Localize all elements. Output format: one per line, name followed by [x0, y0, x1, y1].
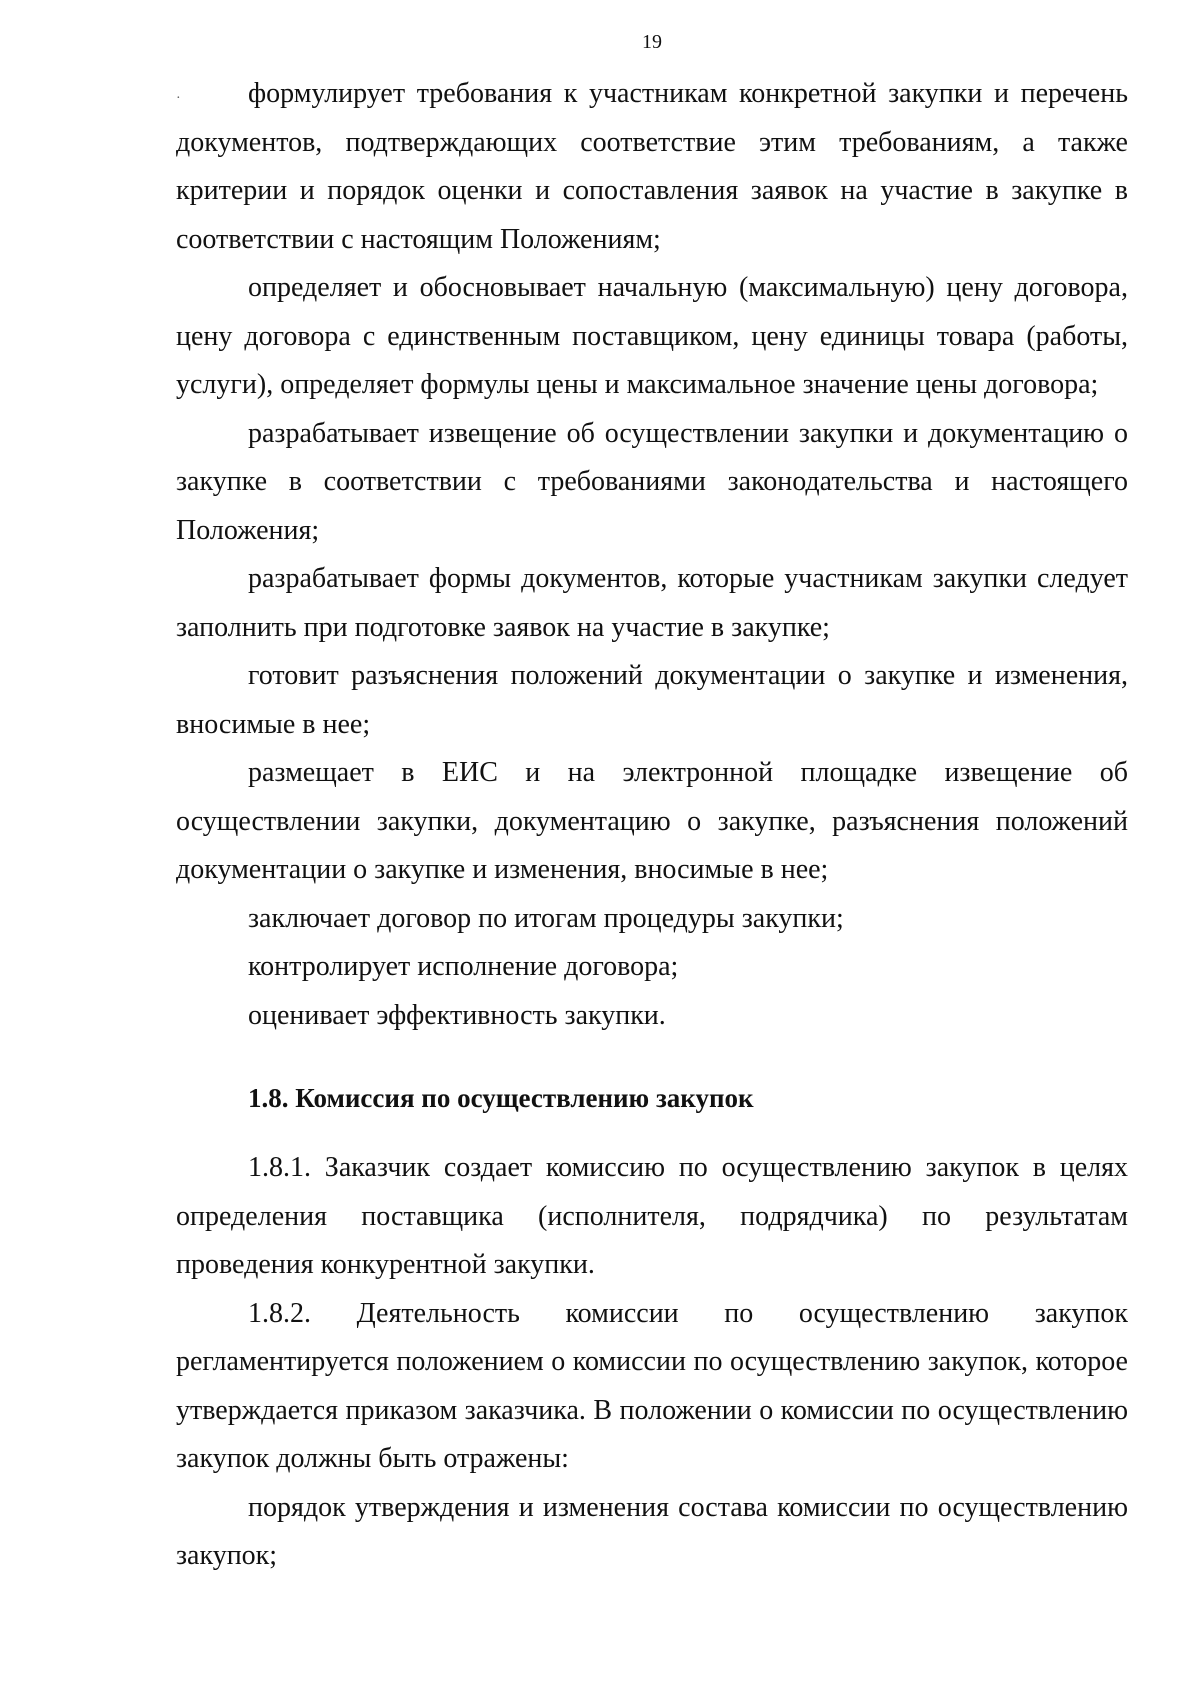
- paragraph-1-8-2: 1.8.2. Деятельность комиссии по осуществлению закупок регламентируется положением о комиссии по осуществлению закупок, которое утверждается приказом заказчика. В положении о комиссии по осуществлению закупок должны быть отражены:: [176, 1297, 1128, 1474]
- paragraph-price: определяет и обосновывает начальную (максимальную) цену договора, цену договора с единственным поставщиком, цену единицы товара (работы, услуги), определяет формулы цены и максимальное значение цены договора;: [176, 272, 1128, 400]
- section-heading: 1.8. Комиссия по осуществлению закупок: [248, 1083, 754, 1113]
- paragraph-notice: разрабатывает извещение об осуществлении закупки и документацию о закупке в соответствии с требованиями законодательства и настоящего Положения;: [176, 417, 1128, 546]
- paragraph-clarifications: готовит разъяснения положений документации о закупке и изменения, вносимые в нее;: [176, 660, 1128, 740]
- paragraph-contract: заключает договор по итогам процедуры закупки;: [248, 902, 844, 934]
- paragraph-efficiency: оценивает эффективность закупки.: [248, 999, 666, 1031]
- paragraph-1-8-1: 1.8.1. Заказчик создает комиссию по осуществлению закупок в целях определения поставщика (исполнителя, подрядчика) по результатам проведения конкурентной закупки.: [176, 1152, 1128, 1280]
- paragraph-forms: разрабатывает формы документов, которые участникам закупки следует заполнить при подготовке заявок на участие в закупке;: [176, 563, 1128, 643]
- page-number: 19: [642, 31, 662, 53]
- document-body: [176, 70, 1128, 1581]
- scan-speck: ·: [176, 91, 181, 106]
- paragraph-control: контролирует исполнение договора;: [248, 951, 679, 982]
- paragraph-commission-composition: порядок утверждения и изменения состава комиссии по осуществлению закупок;: [176, 1491, 1128, 1571]
- paragraph-publication: размещает в ЕИС и на электронной площадке извещение об осуществлении закупки, документацию о закупке, разъяснения положений документации о закупке и изменения, вносимые в нее;: [176, 757, 1128, 885]
- paragraph-requirements: формулирует требования к участникам конкретной закупки и перечень документов, подтверждающих соответствие этим требованиям, а также критерии и порядок оценки и сопоставления заявок на участие в закупке в соответствии с настоящим Положениям;: [176, 78, 1128, 255]
